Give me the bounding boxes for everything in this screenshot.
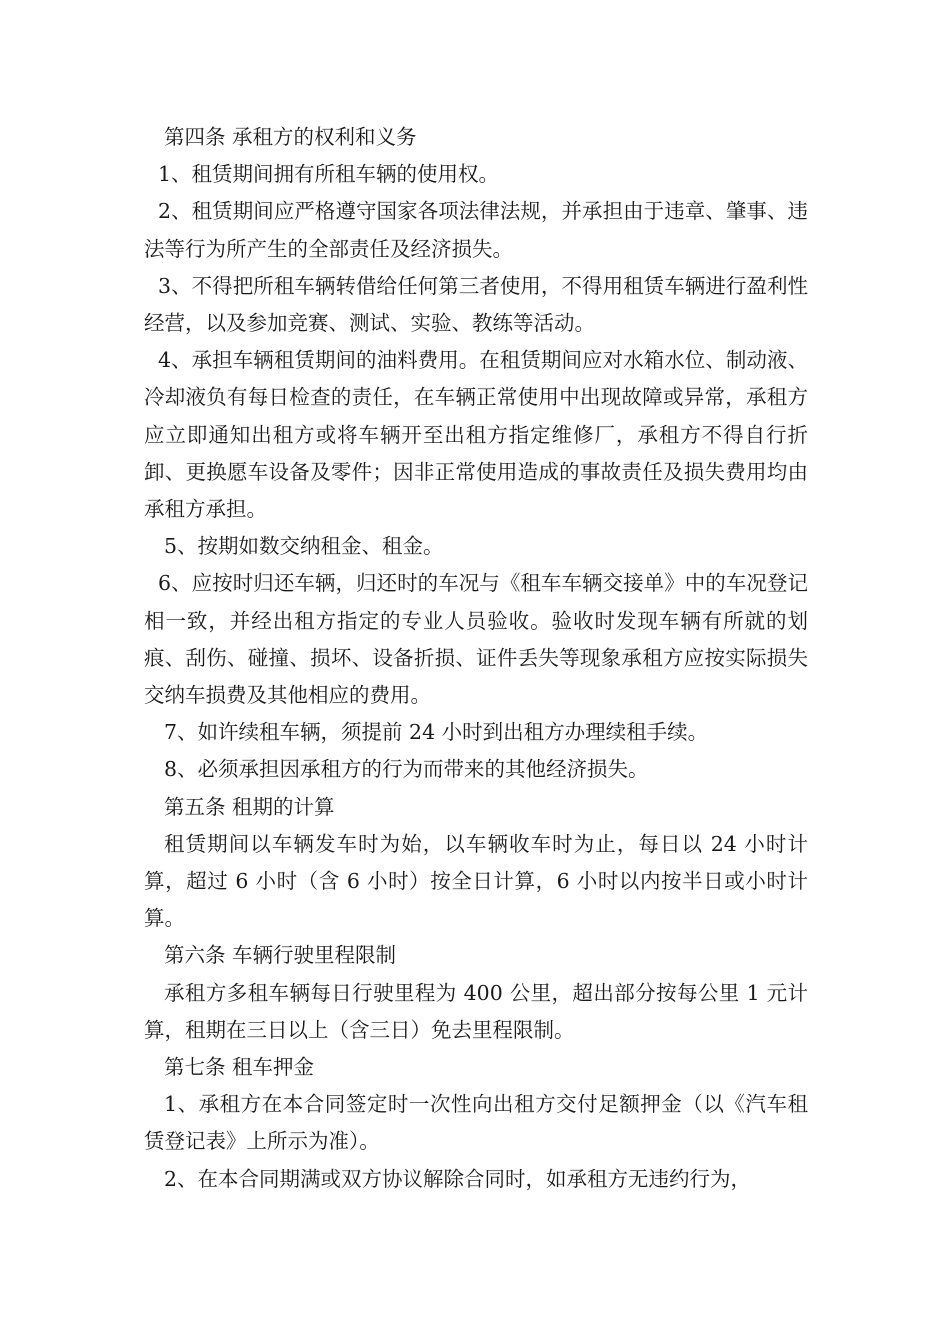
article-4-clause-6: 6、应按时归还车辆，归还时的车况与《租车车辆交接单》中的车况登记相一致，并经出租方指定的专业人员验收。验收时发现车辆有所就的划痕、刮伤、碰撞、损坏、设备折损、证件丢失等现象承租方应按实际损失交纳车损费及其他相应的费用。 xyxy=(144,571,808,708)
article-7-clause-1: 1、承租方在本合同签定时一次性向出租方交付足额押金（以《汽车租赁登记表》上所示为准）。 xyxy=(144,1092,808,1154)
article-4-clause-2: 2、租赁期间应严格遵守国家各项法律法规，并承担由于违章、肇事、违法等行为所产生的全部责任及经济损失。 xyxy=(144,199,808,261)
article-4-clause-1: 1、租赁期间拥有所租车辆的使用权。 xyxy=(158,162,500,187)
article-5-body: 租赁期间以车辆发车时为始，以车辆收车时为止，每日以 24 小时计算，超过 6 小时（含 6 小时）按全日计算，6 小时以内按半日或小时计算。 xyxy=(144,831,808,931)
article-6-body: 承租方多租车辆每日行驶里程为 400 公里，超出部分按每公里 1 元计算，租期在三日以上（含三日）免去里程限制。 xyxy=(144,980,808,1042)
article-7-clause-2: 2、在本合同期满或双方协议解除合同时，如承租方无违约行为， xyxy=(164,1166,752,1191)
article-4-clause-5: 5、按期如数交纳租金、租金。 xyxy=(164,534,444,559)
article-4-clause-8: 8、必须承担因承租方的行为而带来的其他经济损失。 xyxy=(164,757,649,782)
article-4-clause-7: 7、如许续租车辆，须提前 24 小时到出租方办理续租手续。 xyxy=(164,720,709,745)
article-4-clause-3: 3、不得把所租车辆转借给任何第三者使用，不得用租赁车辆进行盈利性经营，以及参加竞赛、测试、实验、教练等活动。 xyxy=(144,273,808,336)
article-4-heading: 第四条 承租方的权利和义务 xyxy=(164,125,417,149)
article-4-clause-4: 4、承担车辆租赁期间的油料费用。在租赁期间应对水箱水位、制动液、冷却液负有每日检查的责任，在车辆正常使用中出现故障或异常，承租方应立即通知出租方或将车辆开至出租方指定维修厂，承租方不得自行折卸、更换愿车设备及零件；因非正常使用造成的事故责任及损失费用均由承租方承担。 xyxy=(144,348,808,522)
article-5-heading: 第五条 租期的计算 xyxy=(164,794,335,819)
article-6-heading: 第六条 车辆行驶里程限制 xyxy=(164,943,397,968)
article-7-heading: 第七条 租车押金 xyxy=(164,1055,315,1080)
